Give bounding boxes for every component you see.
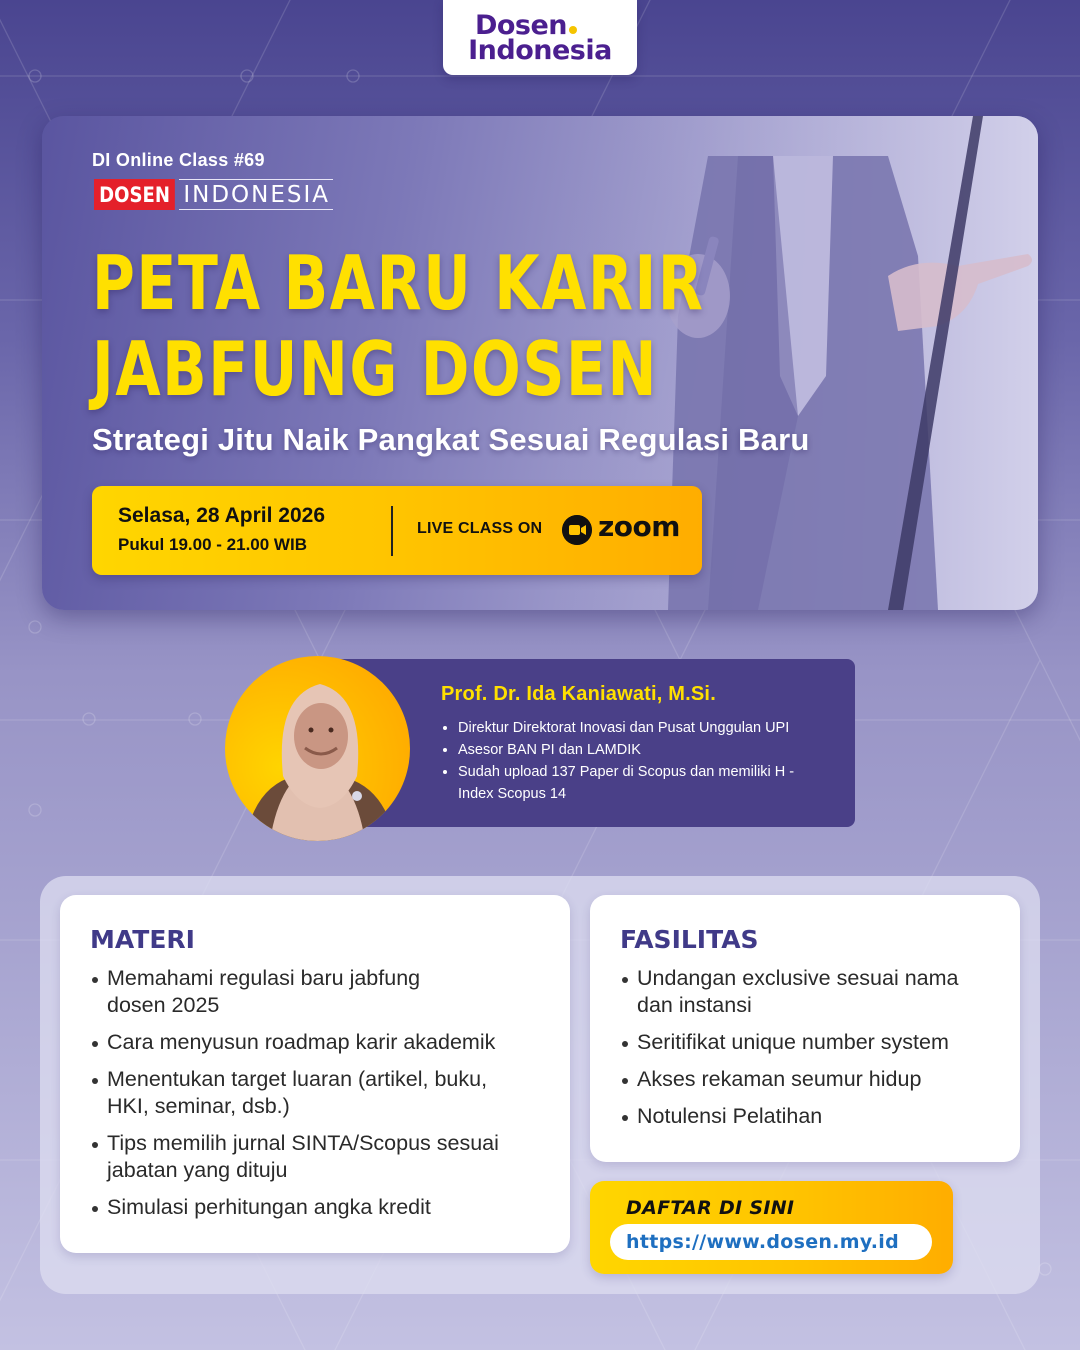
fasilitas-card (590, 895, 1020, 1162)
materi-card (60, 895, 570, 1253)
materi-list (90, 965, 552, 1231)
event-title (92, 240, 704, 412)
materi-item: Cara menyusun roadmap karir akademik (90, 1029, 552, 1056)
fasilitas-item: Akses rekaman seumur hidup (620, 1066, 1002, 1093)
logo-text-dosen: Dosen (474, 9, 568, 41)
fasilitas-heading: FASILITAS (620, 925, 759, 954)
register-box (590, 1181, 953, 1274)
credential-item: Sudah upload 137 Paper di Scopus dan memiliki H - Index Scopus 14 (441, 761, 801, 805)
wordmark-white-part: INDONESIA (179, 179, 333, 210)
materi-item: Memahami regulasi baru jabfung dosen 2025 (90, 965, 450, 1019)
register-link[interactable]: https://www.dosen.my.id (610, 1224, 932, 1260)
materi-item: Tips memilih jurnal SINTA/Scopus sesuai jabatan yang dituju (90, 1130, 540, 1184)
schedule-bar (92, 486, 702, 575)
dosen-indonesia-wordmark (94, 179, 333, 210)
speaker-credentials (441, 717, 801, 805)
logo-accent-dot (569, 26, 577, 34)
class-number: DI Online Class #69 (92, 150, 265, 170)
fasilitas-item: Seritifikat unique number system (620, 1029, 1002, 1056)
video-camera-icon (562, 515, 592, 545)
materi-heading: MATERI (90, 925, 195, 954)
hero-banner (42, 116, 1038, 610)
title-line-1: PETA BARU KARIR (92, 239, 705, 327)
speaker-portrait (225, 656, 410, 841)
materi-item: Menentukan target luaran (artikel, buku, HKI, seminar, dsb.) (90, 1066, 530, 1120)
title-line-2: JABFUNG DOSEN (92, 325, 659, 413)
event-date: Selasa, 28 April 2026 (118, 504, 326, 527)
fasilitas-list (620, 965, 1002, 1140)
divider (391, 506, 393, 556)
credential-item: Direktur Direktorat Inovasi dan Pusat Unggulan UPI (441, 717, 801, 739)
event-subtitle: Strategi Jitu Naik Pangkat Sesuai Regulasi Baru (92, 422, 810, 457)
logo-text-indonesia: Indonesia (468, 34, 612, 66)
live-class-label: LIVE CLASS ON (417, 520, 543, 537)
zoom-logo-text: zoom (598, 510, 680, 543)
speaker-avatar (225, 656, 410, 841)
credential-item: Asesor BAN PI dan LAMDIK (441, 739, 801, 761)
fasilitas-item: Undangan exclusive sesuai nama dan instansi (620, 965, 995, 1019)
dosen-indonesia-logo (443, 0, 637, 75)
materi-item: Simulasi perhitungan angka kredit (90, 1194, 552, 1221)
register-label: DAFTAR DI SINI (626, 1197, 795, 1219)
wordmark-red-part: DOSEN (94, 179, 175, 210)
fasilitas-item: Notulensi Pelatihan (620, 1103, 1002, 1130)
event-time: Pukul 19.00 - 21.00 WIB (118, 535, 307, 554)
speaker-name: Prof. Dr. Ida Kaniawati, M.Si. (441, 683, 716, 705)
